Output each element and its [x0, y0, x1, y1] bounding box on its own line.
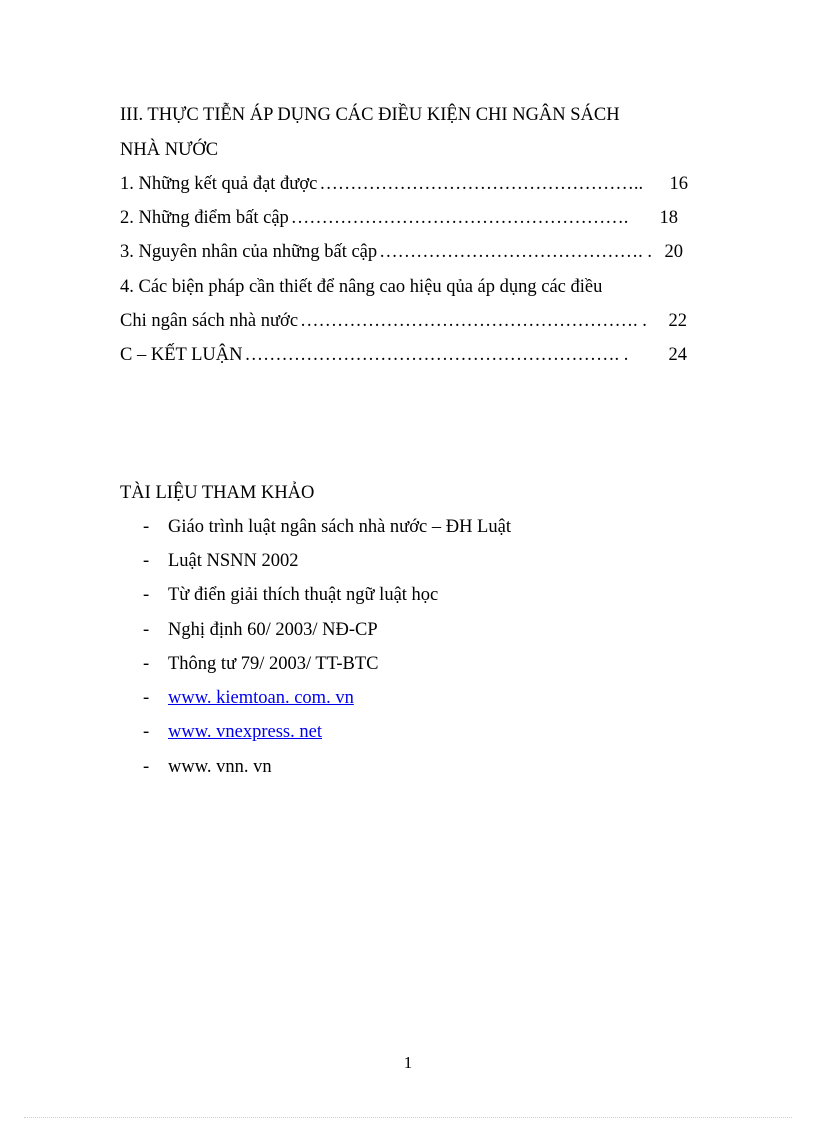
- page-bottom-divider: [24, 1117, 792, 1118]
- reference-text: Từ điển giải thích thuật ngữ luật học: [168, 585, 439, 605]
- toc-entry-conclusion: [120, 343, 687, 367]
- references-heading: TÀI LIỆU THAM KHẢO: [120, 483, 315, 503]
- toc-entry-page: 24: [668, 345, 687, 365]
- reference-link-vnexpress[interactable]: www. vnexpress. net: [168, 722, 322, 742]
- reference-link-kiemtoan[interactable]: www. kiemtoan. com. vn: [168, 688, 354, 708]
- toc-entry-multiline-first: 4. Các biện pháp cần thiết để nâng cao hiệu qủa áp dụng các điều: [120, 277, 603, 297]
- reference-item: [143, 686, 354, 710]
- reference-text: Thông tư 79/ 2003/ TT-BTC: [168, 654, 379, 674]
- list-dash: -: [143, 688, 150, 708]
- reference-text: Luật NSNN 2002: [168, 551, 299, 571]
- list-dash: -: [143, 517, 150, 537]
- page-number: 1: [403, 1053, 413, 1072]
- section-heading-line-2: NHÀ NƯỚC: [120, 140, 219, 160]
- toc-entry-label: 3. Nguyên nhân của những bất cập: [120, 242, 378, 262]
- toc-entry-leader: ……………………………………………..: [319, 174, 644, 194]
- reference-text: www. vnn. vn: [168, 757, 272, 777]
- toc-entry-multiline-second: [120, 309, 687, 333]
- toc-entry-label: 1. Những kết quả đạt được: [120, 174, 318, 194]
- section-heading-line-1: III. THỰC TIỄN ÁP DỤNG CÁC ĐIỀU KIỆN CHI NGÂN SÁCH: [120, 105, 620, 125]
- toc-entry-leader: ……………………………………………….: [290, 208, 629, 228]
- reference-text: Giáo trình luật ngân sách nhà nước – ĐH Luật: [168, 517, 511, 537]
- toc-entry-leader: ………………………………………………. .: [300, 311, 647, 331]
- reference-item: [143, 652, 378, 676]
- list-dash: -: [143, 585, 150, 605]
- list-dash: -: [143, 551, 150, 571]
- reference-item: [143, 515, 511, 539]
- list-dash: -: [143, 654, 150, 674]
- toc-entry-leader: ……………………………………………………. .: [244, 345, 629, 365]
- toc-entry-leader: ……………………………………. .: [379, 242, 653, 262]
- toc-entry-label: 2. Những điểm bất cập: [120, 208, 289, 228]
- list-dash: -: [143, 722, 150, 742]
- toc-entry: [120, 172, 688, 196]
- reference-text: Nghị định 60/ 2003/ NĐ-CP: [168, 620, 378, 640]
- toc-entry-page: 18: [659, 208, 678, 228]
- toc-entry-label: C – KẾT LUẬN: [120, 345, 243, 365]
- reference-item: [143, 583, 438, 607]
- list-dash: -: [143, 757, 150, 777]
- toc-entry-page: 16: [669, 174, 688, 194]
- toc-entry-page: 22: [668, 311, 687, 331]
- list-dash: -: [143, 620, 150, 640]
- toc-entry-label: Chi ngân sách nhà nước: [120, 311, 299, 331]
- toc-entry: [120, 206, 678, 230]
- reference-item: [143, 755, 272, 779]
- toc-entry-page: 20: [664, 242, 683, 262]
- reference-item: [143, 549, 299, 573]
- toc-entry: [120, 240, 683, 264]
- reference-item: [143, 720, 322, 744]
- reference-item: [143, 618, 378, 642]
